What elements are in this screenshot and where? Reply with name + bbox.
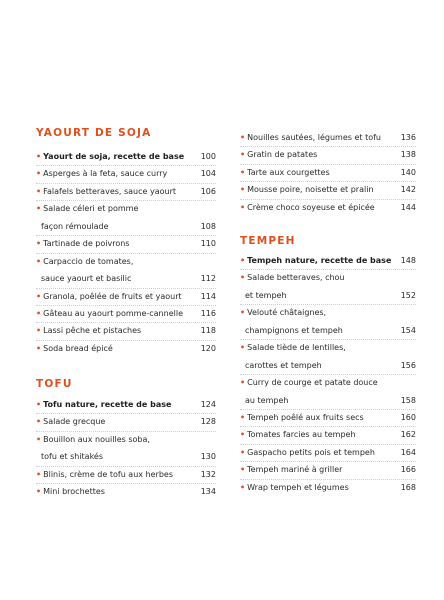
page-number: 124 bbox=[200, 400, 216, 409]
bullet-dot-icon: • bbox=[240, 465, 246, 475]
recipe-title-text: Salade céleri et pomme bbox=[43, 204, 139, 214]
recipe-title bbox=[36, 396, 194, 413]
recipe-entry bbox=[36, 183, 216, 200]
page-number: 130 bbox=[200, 452, 216, 462]
recipe-title-text: Falafels betteraves, sauce yaourt bbox=[43, 186, 177, 196]
recipe-title bbox=[36, 235, 194, 252]
recipe-title bbox=[36, 431, 194, 448]
page-number: 148 bbox=[400, 256, 416, 265]
recipe-entry bbox=[240, 146, 416, 163]
recipe-title-text: au tempeh bbox=[245, 395, 289, 405]
section-title-tempeh: TEMPEH bbox=[240, 235, 296, 247]
recipe-title bbox=[36, 466, 194, 483]
recipe-entry bbox=[36, 483, 216, 500]
recipe-title bbox=[36, 288, 194, 305]
recipe-title bbox=[36, 165, 194, 182]
bullet-dot-icon: • bbox=[240, 412, 246, 422]
page-number: 112 bbox=[200, 274, 216, 284]
recipe-title-text: Lassi pêche et pistaches bbox=[43, 326, 142, 336]
section-title-yaourt-de-soja: YAOURT DE SOJA bbox=[36, 127, 152, 139]
page-number: 162 bbox=[400, 430, 416, 440]
bullet-dot-icon: • bbox=[36, 186, 42, 196]
recipe-title-text: Gratin de patates bbox=[247, 150, 318, 160]
recipe-title-text: Tempeh mariné à griller bbox=[247, 465, 343, 475]
page-number: 164 bbox=[400, 447, 416, 457]
recipe-title-continued bbox=[240, 392, 394, 409]
bullet-dot-icon: • bbox=[36, 400, 42, 409]
recipe-entry bbox=[36, 288, 216, 305]
page-number: 166 bbox=[400, 465, 416, 475]
recipe-title-continued bbox=[240, 287, 394, 304]
recipe-title-text: Bouillon aux nouilles soba, bbox=[43, 434, 150, 444]
recipe-title bbox=[240, 304, 394, 321]
recipe-title bbox=[240, 479, 394, 496]
recipe-entry bbox=[240, 339, 416, 374]
recipe-title-text: Tempeh nature, recette de base bbox=[247, 256, 392, 265]
recipe-title bbox=[240, 181, 394, 198]
recipe-title-continued bbox=[36, 218, 194, 235]
recipe-title bbox=[240, 164, 394, 181]
page-number: 110 bbox=[200, 239, 216, 249]
page-number: 152 bbox=[400, 290, 416, 300]
recipe-title bbox=[240, 339, 394, 356]
page-number: 120 bbox=[200, 343, 216, 353]
recipe-title-text: Mini brochettes bbox=[43, 487, 105, 497]
page-number: 138 bbox=[400, 150, 416, 160]
recipe-title-continued bbox=[36, 270, 194, 287]
recipe-entry bbox=[240, 252, 416, 269]
page-number: 106 bbox=[200, 186, 216, 196]
recipe-title bbox=[36, 340, 194, 357]
recipe-entry bbox=[240, 164, 416, 181]
bullet-dot-icon: • bbox=[240, 273, 246, 283]
recipe-entry bbox=[240, 269, 416, 304]
recipe-title bbox=[36, 322, 194, 339]
recipe-title bbox=[240, 444, 394, 461]
recipe-title-text: Salade betteraves, chou bbox=[247, 273, 345, 283]
bullet-dot-icon: • bbox=[36, 256, 42, 266]
recipe-entry bbox=[240, 304, 416, 339]
recipe-entry bbox=[36, 466, 216, 483]
page-number: 156 bbox=[400, 360, 416, 370]
recipe-title bbox=[36, 183, 194, 200]
recipe-title-text: et tempeh bbox=[245, 290, 287, 300]
recipe-title bbox=[240, 374, 394, 391]
bullet-dot-icon: • bbox=[36, 291, 42, 301]
recipe-title-text: Gaspacho petits pois et tempeh bbox=[247, 447, 375, 457]
recipe-entry bbox=[36, 200, 216, 235]
recipe-entry bbox=[240, 374, 416, 409]
recipe-title bbox=[36, 413, 194, 430]
recipe-entry bbox=[240, 426, 416, 443]
recipe-title-text: Granola, poêlée de fruits et yaourt bbox=[43, 291, 182, 301]
bullet-dot-icon: • bbox=[240, 167, 246, 177]
recipe-entry bbox=[36, 322, 216, 339]
recipe-entry bbox=[36, 340, 216, 357]
page-number: 160 bbox=[400, 412, 416, 422]
bullet-dot-icon: • bbox=[240, 202, 246, 212]
recipe-title-text: Gâteau au yaourt pomme-cannelle bbox=[43, 308, 183, 318]
recipe-title-text: Blinis, crème de tofu aux herbes bbox=[43, 469, 173, 479]
recipe-title bbox=[240, 199, 394, 216]
recipe-title-text: sauce yaourt et basilic bbox=[41, 274, 132, 284]
recipe-title-text: Salade grecque bbox=[43, 417, 106, 427]
recipe-title-continued bbox=[240, 322, 394, 339]
bullet-dot-icon: • bbox=[240, 256, 246, 265]
page-number: 132 bbox=[200, 469, 216, 479]
page-number: 136 bbox=[400, 133, 416, 142]
recipe-list-tempeh bbox=[240, 252, 416, 496]
recipe-title-text: Carpaccio de tomates, bbox=[43, 256, 134, 266]
bullet-dot-icon: • bbox=[36, 308, 42, 318]
bullet-dot-icon: • bbox=[36, 487, 42, 497]
page-number: 108 bbox=[200, 221, 216, 231]
recipe-title bbox=[240, 269, 394, 286]
recipe-entry bbox=[36, 165, 216, 182]
page-number: 100 bbox=[200, 152, 216, 161]
recipe-title-text: Tomates farcies au tempeh bbox=[247, 430, 356, 440]
recipe-title bbox=[240, 146, 394, 163]
page-number: 116 bbox=[200, 308, 216, 318]
recipe-entry bbox=[240, 199, 416, 216]
page-number: 158 bbox=[400, 395, 416, 405]
recipe-entry bbox=[36, 253, 216, 288]
recipe-title bbox=[36, 200, 194, 217]
page-number: 128 bbox=[200, 417, 216, 427]
bullet-dot-icon: • bbox=[240, 133, 246, 142]
page-number: 114 bbox=[200, 291, 216, 301]
bullet-dot-icon: • bbox=[36, 434, 42, 444]
bullet-dot-icon: • bbox=[36, 326, 42, 336]
recipe-entry bbox=[36, 396, 216, 413]
bullet-dot-icon: • bbox=[36, 152, 42, 161]
recipe-entry bbox=[36, 148, 216, 165]
recipe-title bbox=[36, 305, 194, 322]
bullet-dot-icon: • bbox=[36, 469, 42, 479]
recipe-title-text: Yaourt de soja, recette de base bbox=[43, 152, 185, 161]
recipe-title-text: Mousse poire, noisette et pralin bbox=[247, 185, 374, 195]
recipe-title-text: Nouilles sautées, légumes et tofu bbox=[247, 133, 381, 142]
page-number: 144 bbox=[400, 202, 416, 212]
recipe-title bbox=[36, 253, 194, 270]
recipe-entry bbox=[240, 479, 416, 496]
recipe-title-text: Crème choco soyeuse et épicée bbox=[247, 202, 375, 212]
recipe-title-text: façon rémoulade bbox=[41, 221, 109, 231]
page-number: 118 bbox=[200, 326, 216, 336]
recipe-list-tofu-continued bbox=[240, 129, 416, 216]
bullet-dot-icon: • bbox=[240, 447, 246, 457]
bullet-dot-icon: • bbox=[36, 417, 42, 427]
recipe-title-text: Velouté châtaignes, bbox=[247, 308, 327, 318]
recipe-list-tofu bbox=[36, 396, 216, 501]
recipe-title bbox=[240, 409, 394, 426]
recipe-title-text: Asperges à la feta, sauce curry bbox=[43, 169, 168, 179]
recipe-title-text: Tarte aux courgettes bbox=[247, 167, 330, 177]
recipe-entry bbox=[240, 129, 416, 146]
recipe-entry bbox=[36, 305, 216, 322]
recipe-title-text: Salade tiède de lentilles, bbox=[247, 343, 346, 353]
bullet-dot-icon: • bbox=[36, 204, 42, 214]
bullet-dot-icon: • bbox=[240, 430, 246, 440]
recipe-title-text: champignons et tempeh bbox=[245, 325, 343, 335]
bullet-dot-icon: • bbox=[240, 482, 246, 492]
recipe-title-text: Tempeh poêlé aux fruits secs bbox=[247, 412, 364, 422]
bullet-dot-icon: • bbox=[240, 378, 246, 388]
recipe-entry bbox=[240, 409, 416, 426]
page-number: 142 bbox=[400, 185, 416, 195]
section-title-tofu: TOFU bbox=[36, 378, 73, 390]
recipe-title-text: Soda bread épicé bbox=[43, 343, 113, 353]
recipe-title-text: Tofu nature, recette de base bbox=[43, 400, 172, 409]
recipe-title-text: carottes et tempeh bbox=[245, 360, 322, 370]
bullet-dot-icon: • bbox=[240, 343, 246, 353]
page-number: 154 bbox=[400, 325, 416, 335]
recipe-entry bbox=[36, 431, 216, 466]
recipe-title-text: tofu et shitakés bbox=[41, 452, 103, 462]
recipe-title bbox=[36, 483, 194, 500]
recipe-title bbox=[240, 426, 394, 443]
bullet-dot-icon: • bbox=[240, 308, 246, 318]
recipe-title-text: Wrap tempeh et légumes bbox=[247, 482, 349, 492]
recipe-title bbox=[240, 461, 394, 478]
page-number: 140 bbox=[400, 167, 416, 177]
recipe-entry bbox=[240, 444, 416, 461]
recipe-title-continued bbox=[240, 357, 394, 374]
recipe-title-text: Curry de courge et patate douce bbox=[247, 378, 378, 388]
recipe-entry bbox=[240, 461, 416, 478]
recipe-entry bbox=[240, 181, 416, 198]
page-number: 104 bbox=[200, 169, 216, 179]
recipe-title bbox=[36, 148, 194, 165]
bullet-dot-icon: • bbox=[240, 150, 246, 160]
bullet-dot-icon: • bbox=[240, 185, 246, 195]
recipe-list-yaourt-de-soja bbox=[36, 148, 216, 357]
page-number: 134 bbox=[200, 487, 216, 497]
bullet-dot-icon: • bbox=[36, 169, 42, 179]
recipe-entry bbox=[36, 413, 216, 430]
recipe-title-continued bbox=[36, 448, 194, 465]
page-number: 168 bbox=[400, 482, 416, 492]
recipe-title-text: Tartinade de poivrons bbox=[43, 239, 130, 249]
recipe-title bbox=[240, 129, 394, 146]
bullet-dot-icon: • bbox=[36, 239, 42, 249]
bullet-dot-icon: • bbox=[36, 343, 42, 353]
recipe-entry bbox=[36, 235, 216, 252]
recipe-title bbox=[240, 252, 394, 269]
